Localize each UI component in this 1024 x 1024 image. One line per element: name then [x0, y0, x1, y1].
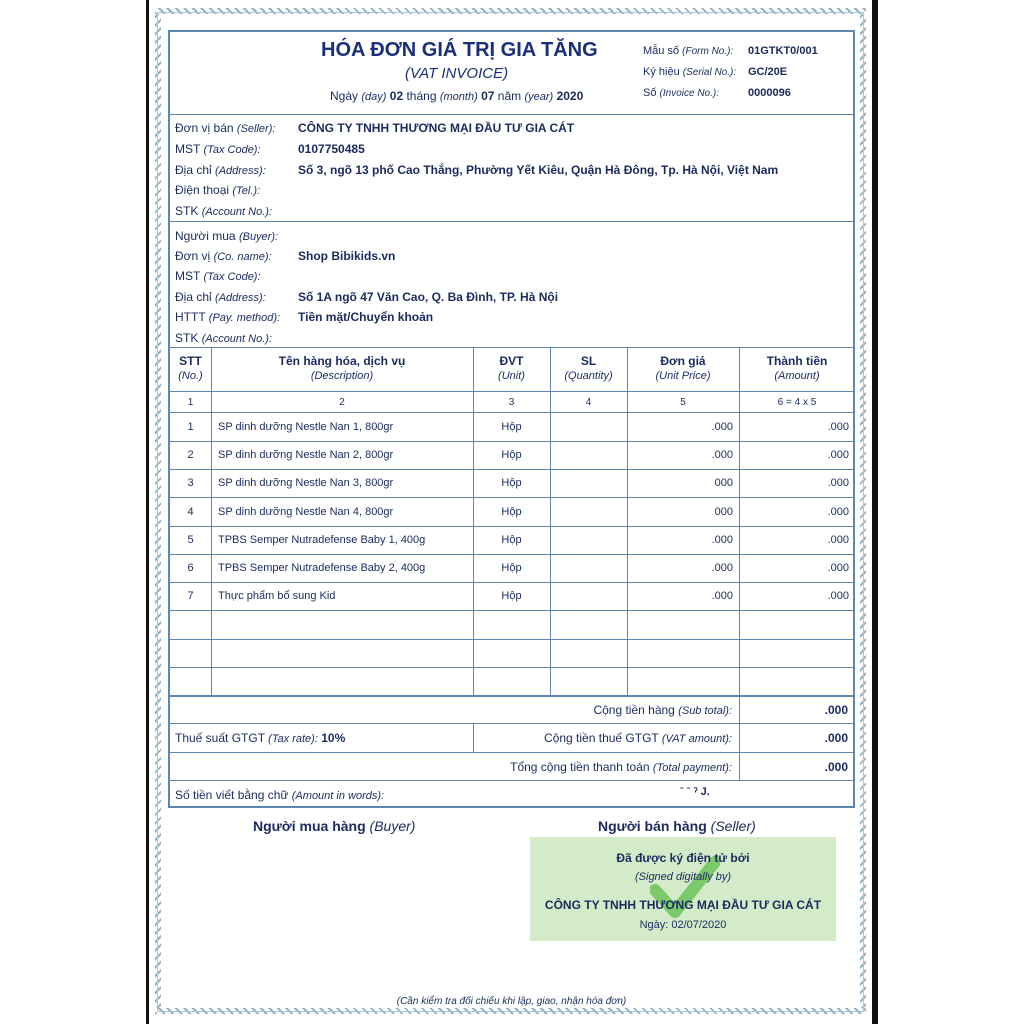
invoice-subtitle: (VAT INVOICE) [405, 65, 509, 82]
invoice-title: HÓA ĐƠN GIÁ TRỊ GIA TĂNG [321, 39, 598, 61]
row-divider [168, 469, 855, 470]
row-no: 5 [187, 534, 194, 546]
seller-tel-label: Điện thoại (Tel.): [175, 183, 261, 197]
serial-label: Ký hiệu (Serial No.): [643, 66, 737, 78]
invoice-no-label: Số (Invoice No.): [643, 87, 719, 99]
row-no: 2 [187, 449, 194, 461]
row-divider [168, 610, 855, 611]
buyer-co-label: Đơn vị (Co. name): [175, 249, 272, 263]
row-no: 7 [187, 590, 194, 602]
buyer-pay-method: Tiền mặt/Chuyển khoản [298, 310, 434, 324]
page-edge-right [872, 0, 878, 1024]
col-header-no: STT (No.) [178, 354, 203, 382]
seller-signature-label: Người bán hàng (Seller) [598, 818, 756, 834]
row-no: 4 [187, 506, 194, 518]
divider-table-header [168, 391, 855, 392]
divider-col-numbers [168, 412, 855, 413]
vat-value: .000 [824, 731, 848, 745]
buyer-co-name: Shop Bibikids.vn [298, 249, 396, 263]
buyer-pay-label: HTTT (Pay. method): [175, 310, 281, 324]
buyer-signature-label: Người mua hàng (Buyer) [253, 818, 416, 834]
row-divider [168, 667, 855, 668]
row-amount: .000 [827, 534, 849, 546]
row-desc: TPBS Semper Nutradefense Baby 2, 400g [218, 562, 426, 574]
row-price: 000 [714, 506, 733, 518]
row-price: .000 [711, 534, 733, 546]
row-desc: SP dinh dưỡng Nestle Nan 2, 800gr [218, 449, 394, 461]
seller-name-label: Đơn vị bán (Seller): [175, 121, 276, 135]
row-no: 1 [187, 421, 194, 433]
row-unit: Hộp [501, 477, 522, 489]
row-divider [168, 526, 855, 527]
seller-name: CÔNG TY TNHH THƯƠNG MẠI ĐẦU TƯ GIA CÁT [298, 121, 575, 135]
seller-address: Số 3, ngõ 13 phố Cao Thắng, Phường Yết Kiêu, Quận Hà Đông, Tp. Hà Nội, Việt Nam [298, 163, 779, 177]
col-number: 3 [508, 397, 515, 408]
col-header-desc: Tên hàng hóa, dịch vụ (Description) [278, 354, 406, 382]
footer-note: (Cần kiểm tra đối chiếu khi lập, giao, nhận hóa đơn) [396, 996, 627, 1007]
subtotal-value: .000 [824, 703, 848, 717]
divider-total [168, 780, 855, 781]
row-amount: .000 [827, 562, 849, 574]
buyer-address: Số 1A ngõ 47 Văn Cao, Q. Ba Đình, TP. Hà Nội [298, 290, 559, 304]
seller-tax-code: 0107750485 [298, 142, 365, 156]
col-header-price: Đơn giá (Unit Price) [655, 354, 711, 382]
buyer-address-label: Địa chỉ (Address): [175, 290, 266, 304]
row-amount: .000 [827, 506, 849, 518]
row-unit: Hộp [501, 506, 522, 518]
left-margin [0, 0, 147, 1024]
divider-table-end [168, 695, 855, 697]
row-divider [168, 554, 855, 555]
total-label: Tổng cộng tiền thanh toán (Total payment): [510, 760, 732, 774]
row-price: .000 [711, 421, 733, 433]
seller-tax-label: MST (Tax Code): [175, 142, 261, 156]
buyer-tax-label: MST (Tax Code): [175, 269, 261, 283]
signed-line: Đã được ký điện tử bởi [616, 851, 750, 865]
invoice-no: 0000096 [748, 87, 791, 99]
row-desc: SP dinh dưỡng Nestle Nan 4, 800gr [218, 506, 394, 518]
vat-label: Cộng tiền thuế GTGT (VAT amount): [544, 731, 732, 745]
col-number: 2 [339, 397, 345, 408]
divider-subtotal [168, 723, 855, 724]
right-margin [877, 0, 1024, 1024]
divider-header [168, 114, 855, 115]
col-number: 1 [187, 397, 194, 408]
serial-no: GC/20E [748, 66, 788, 78]
col-header-unit: ĐVT (Unit) [498, 354, 525, 382]
amount-words-label: Số tiền viết bằng chữ (Amount in words): [175, 788, 385, 802]
col-number: 4 [585, 397, 592, 408]
row-price: .000 [711, 590, 733, 602]
divider-buyer [168, 347, 855, 348]
total-value: .000 [824, 760, 848, 774]
seller-account-label: STK (Account No.): [175, 204, 272, 218]
row-divider [168, 497, 855, 498]
row-no: 6 [187, 562, 194, 574]
divider-vat [168, 752, 855, 753]
signed-date: Ngày: 02/07/2020 [639, 919, 727, 931]
col-number: 6 = 4 x 5 [777, 397, 817, 408]
buyer-account-label: STK (Account No.): [175, 331, 272, 345]
subtotal-label: Cộng tiền hàng (Sub total): [593, 703, 732, 717]
seller-address-label: Địa chỉ (Address): [175, 163, 266, 177]
row-unit: Hộp [501, 590, 522, 602]
col-header-amount: Thành tiền (Amount) [766, 354, 828, 382]
row-desc: SP dinh dưỡng Nestle Nan 1, 800gr [218, 421, 394, 433]
row-amount: .000 [827, 421, 849, 433]
form-no: 01GTKT0/001 [748, 45, 818, 57]
row-price: 000 [714, 477, 733, 489]
form-no-label: Mẫu số (Form No.): [643, 45, 734, 57]
invoice-date: Ngày (day) 02 tháng (month) 07 năm (year) 2020 [330, 89, 584, 103]
row-divider [168, 639, 855, 640]
divider-seller [168, 221, 855, 222]
row-unit: Hộp [501, 562, 522, 574]
row-amount: .000 [827, 449, 849, 461]
row-amount: .000 [827, 590, 849, 602]
amount-words-value: ˉ ˉ ˀ J. [680, 786, 710, 798]
row-divider [168, 441, 855, 442]
row-desc: Thực phẩm bổ sung Kid [218, 590, 336, 602]
col-header-qty: SL (Quantity) [564, 354, 613, 382]
col-number: 5 [680, 397, 686, 408]
row-amount: .000 [827, 477, 849, 489]
tax-rate-label: Thuế suất GTGT (Tax rate): 10% [175, 731, 346, 745]
row-unit: Hộp [501, 421, 522, 433]
col-line [473, 723, 474, 752]
row-unit: Hộp [501, 449, 522, 461]
row-price: .000 [711, 449, 733, 461]
row-divider [168, 582, 855, 583]
row-unit: Hộp [501, 534, 522, 546]
row-desc: SP dinh dưỡng Nestle Nan 3, 800gr [218, 477, 394, 489]
buyer-label: Người mua (Buyer): [175, 229, 279, 243]
row-price: .000 [711, 562, 733, 574]
row-no: 3 [187, 477, 194, 489]
invoice-main-box [168, 30, 855, 808]
signer-name: CÔNG TY TNHH THƯƠNG MẠI ĐẦU TƯ GIA CÁT [544, 898, 822, 912]
row-desc: TPBS Semper Nutradefense Baby 1, 400g [218, 534, 426, 546]
signed-line-en: (Signed digitally by) [635, 871, 731, 883]
